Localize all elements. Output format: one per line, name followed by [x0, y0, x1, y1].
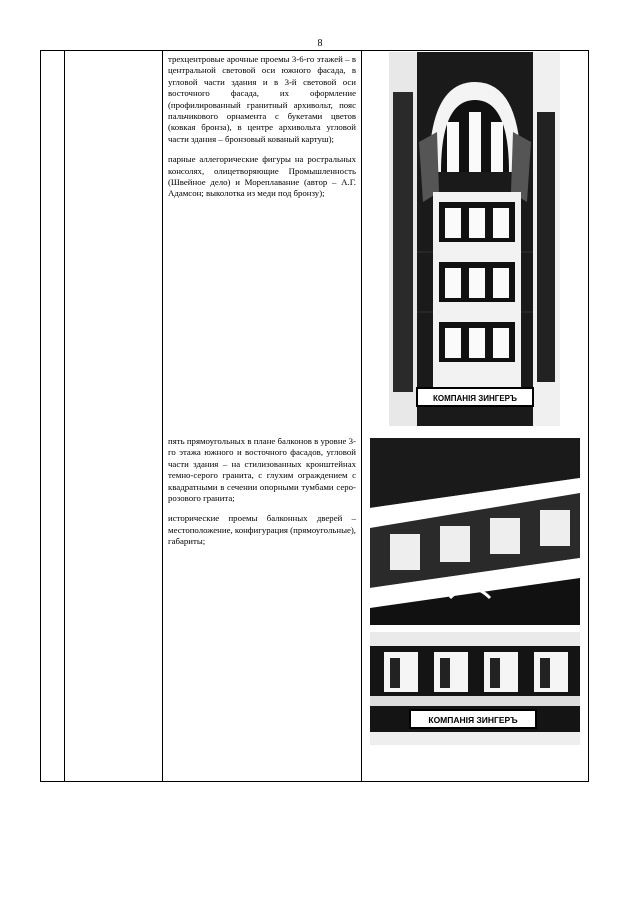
- photo-corner-bay-window: [389, 52, 560, 426]
- page-number: 8: [317, 38, 323, 49]
- table-border-right: [588, 50, 589, 782]
- table-border-top: [40, 50, 589, 51]
- paragraph-balcony-doors: исторические проемы балконных дверей – местоположение, конфигурация (прямоугольные), габариты;: [168, 513, 357, 547]
- photo-company-sign: [370, 632, 580, 745]
- paragraph-arched-openings: трехцентровые арочные проемы 3-6-го этажей – в центральной световой оси южного фасада, в угловой части здания и в 3-й световой оси восточного фасада, их оформление (профилированный гранитный архивольт, пояс пальчикового орнамента с букетами цветов (ковкая бронза), в центре архивольта угловой части здания – бронзовый кованый картуш);: [168, 54, 356, 144]
- column-divider-2: [162, 50, 163, 782]
- column-divider-3: [361, 50, 362, 782]
- photo-balconies: [370, 438, 580, 625]
- table-border-left: [40, 50, 41, 782]
- row-2-description: [168, 436, 356, 557]
- paragraph-allegorical-figures: парные аллегорические фигуры на ростральных консолях, олицетворяющие Промышленность (Швейное дело) и Мореплавание (автор – А.Г. Адамсон; выколотка из меди под бронзу);: [168, 154, 356, 199]
- heritage-table: [40, 50, 589, 782]
- table-border-bottom: [40, 781, 589, 782]
- sign-text-1: КОМПАНIЯ ЗИНГЕРЪ: [433, 394, 517, 403]
- row-1-description: [168, 54, 356, 209]
- paragraph-balconies: пять прямоугольных в плане балконов в уровне 3-го этажа южного и восточного фасадов, угловой части здания – на стилизованных кронштейнах темно-серого гранита, с глухим ограждением с квадратными в сечении опорными тумбами серо-розового гранита;: [168, 436, 356, 504]
- column-divider-1: [64, 50, 65, 782]
- sign-text-2: КОМПАНIЯ ЗИНГЕРЪ: [428, 715, 518, 725]
